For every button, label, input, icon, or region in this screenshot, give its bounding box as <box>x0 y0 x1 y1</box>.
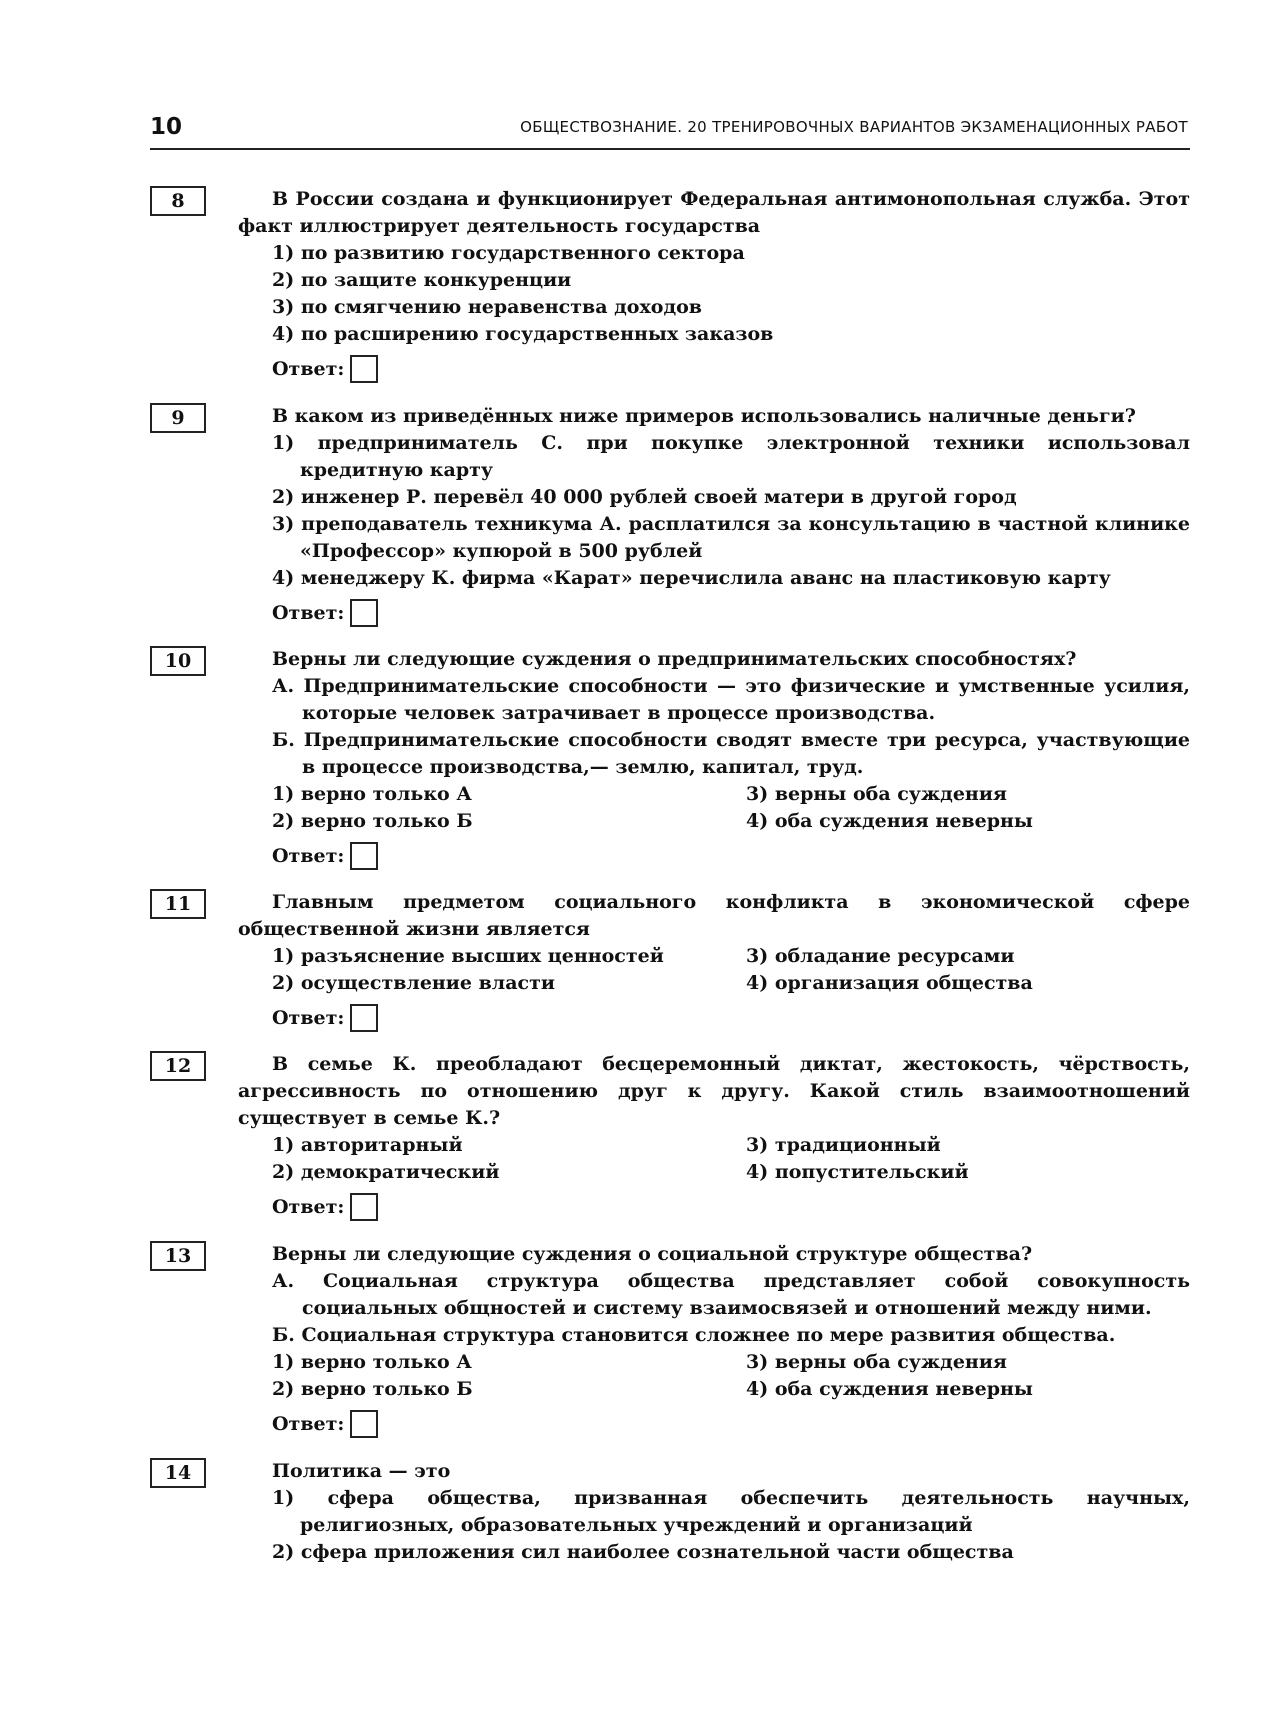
options-list <box>272 430 1190 592</box>
task-14 <box>150 1458 1190 1566</box>
option: 3) обладание ресурсами <box>746 945 1015 967</box>
answer-box[interactable] <box>350 1410 378 1438</box>
option: 3) по смягчению неравенства доходов <box>272 296 702 318</box>
answer-label: Ответ: <box>272 1195 345 1218</box>
answer-label: Ответ: <box>272 1412 345 1435</box>
task-question: Главным предметом социального конфликта в экономической сфере общественной жизни является <box>238 891 1190 940</box>
answer-row <box>272 1192 1190 1222</box>
option: 3) верны оба суждения <box>746 783 1007 805</box>
answer-row <box>272 1409 1190 1439</box>
task-question: В России создана и функционирует Федеральная антимонопольная служба. Этот факт иллюстрирует деятельность государства <box>238 188 1190 237</box>
options-list <box>272 240 1190 348</box>
page-header <box>150 112 1190 150</box>
task-number: 10 <box>150 646 206 676</box>
task-number: 11 <box>150 889 206 919</box>
option: 3) верны оба суждения <box>746 1351 1007 1373</box>
option: 1) сфера общества, призванная обеспечить деятельность научных, религиозных, образовательных учреждений и организаций <box>272 1487 1190 1536</box>
page-number: 10 <box>150 114 183 140</box>
task-body <box>238 186 1190 384</box>
answer-box[interactable] <box>350 1193 378 1221</box>
option: 4) организация общества <box>746 972 1033 994</box>
option: 1) разъяснение высших ценностей <box>272 945 664 967</box>
statements-list <box>272 1268 1190 1349</box>
option: 1) предприниматель С. при покупке электронной техники использовал кредитную карту <box>272 432 1190 481</box>
answer-label: Ответ: <box>272 844 345 867</box>
answer-row <box>272 354 1190 384</box>
running-title: ОБЩЕСТВОЗНАНИЕ. 20 ТРЕНИРОВОЧНЫХ ВАРИАНТОВ ЭКЗАМЕНАЦИОННЫХ РАБОТ <box>520 118 1188 136</box>
option: 2) инженер Р. перевёл 40 000 рублей своей матери в другой город <box>272 486 1017 508</box>
option: 2) по защите конкуренции <box>272 269 572 291</box>
option: 2) демократический <box>272 1161 500 1183</box>
statement: А. Социальная структура общества представляет собой совокупность социальных общностей и систему взаимосвязей и отношений между ними. <box>272 1270 1190 1319</box>
options-grid <box>272 943 1190 997</box>
option: 4) оба суждения неверны <box>746 1378 1033 1400</box>
task-question: В каком из приведённых ниже примеров использовались наличные деньги? <box>272 405 1136 427</box>
answer-label: Ответ: <box>272 357 345 380</box>
statement: Б. Предпринимательские способности сводят вместе три ресурса, участвующие в процессе производства,— землю, капитал, труд. <box>272 729 1190 778</box>
option: 4) оба суждения неверны <box>746 810 1033 832</box>
task-body <box>238 889 1190 1033</box>
answer-label: Ответ: <box>272 601 345 624</box>
option: 2) осуществление власти <box>272 972 555 994</box>
task-11 <box>150 889 1190 1033</box>
task-question: Верны ли следующие суждения о предпринимательских способностях? <box>272 648 1077 670</box>
task-number: 9 <box>150 403 206 433</box>
answer-row <box>272 598 1190 628</box>
task-10 <box>150 646 1190 871</box>
option: 2) верно только Б <box>272 1378 473 1400</box>
task-body <box>238 1241 1190 1439</box>
task-12 <box>150 1051 1190 1222</box>
option: 4) по расширению государственных заказов <box>272 323 774 345</box>
option: 3) традиционный <box>746 1134 941 1156</box>
answer-row <box>272 1003 1190 1033</box>
answer-row <box>272 841 1190 871</box>
task-body <box>238 403 1190 628</box>
option: 1) верно только А <box>272 783 472 805</box>
answer-box[interactable] <box>350 842 378 870</box>
task-body <box>238 1458 1190 1566</box>
options-grid <box>272 1132 1190 1186</box>
option: 2) верно только Б <box>272 810 473 832</box>
task-8 <box>150 186 1190 384</box>
option: 1) по развитию государственного сектора <box>272 242 745 264</box>
option: 1) авторитарный <box>272 1134 463 1156</box>
answer-box[interactable] <box>350 355 378 383</box>
option: 4) менеджеру К. фирма «Карат» перечислила аванс на пластиковую карту <box>272 567 1111 589</box>
statement: А. Предпринимательские способности — это физические и умственные усилия, которые человек затрачивает в процессе производства. <box>272 675 1190 724</box>
option: 4) попустительский <box>746 1161 969 1183</box>
task-number: 8 <box>150 186 206 216</box>
option: 3) преподаватель техникума А. расплатился за консультацию в частной клинике «Профессор» купюрой в 500 рублей <box>272 513 1190 562</box>
answer-box[interactable] <box>350 1004 378 1032</box>
task-body <box>238 1051 1190 1222</box>
task-body <box>238 646 1190 871</box>
task-13 <box>150 1241 1190 1439</box>
task-9 <box>150 403 1190 628</box>
task-number: 12 <box>150 1051 206 1081</box>
options-grid <box>272 781 1190 835</box>
task-question: Политика — это <box>272 1460 451 1482</box>
statements-list <box>272 673 1190 781</box>
answer-label: Ответ: <box>272 1006 345 1029</box>
options-grid <box>272 1349 1190 1403</box>
task-number: 13 <box>150 1241 206 1271</box>
task-question: В семье К. преобладают бесцеремонный диктат, жестокость, чёрствость, агрессивность по отношению друг к другу. Какой стиль взаимоотношений существует в семье К.? <box>238 1053 1190 1129</box>
statement: Б. Социальная структура становится сложнее по мере развития общества. <box>272 1324 1116 1346</box>
options-list <box>272 1485 1190 1566</box>
answer-box[interactable] <box>350 599 378 627</box>
option: 1) верно только А <box>272 1351 472 1373</box>
task-number: 14 <box>150 1458 206 1488</box>
option: 2) сфера приложения сил наиболее сознательной части общества <box>272 1541 1014 1563</box>
task-question: Верны ли следующие суждения о социальной структуре общества? <box>272 1243 1033 1265</box>
